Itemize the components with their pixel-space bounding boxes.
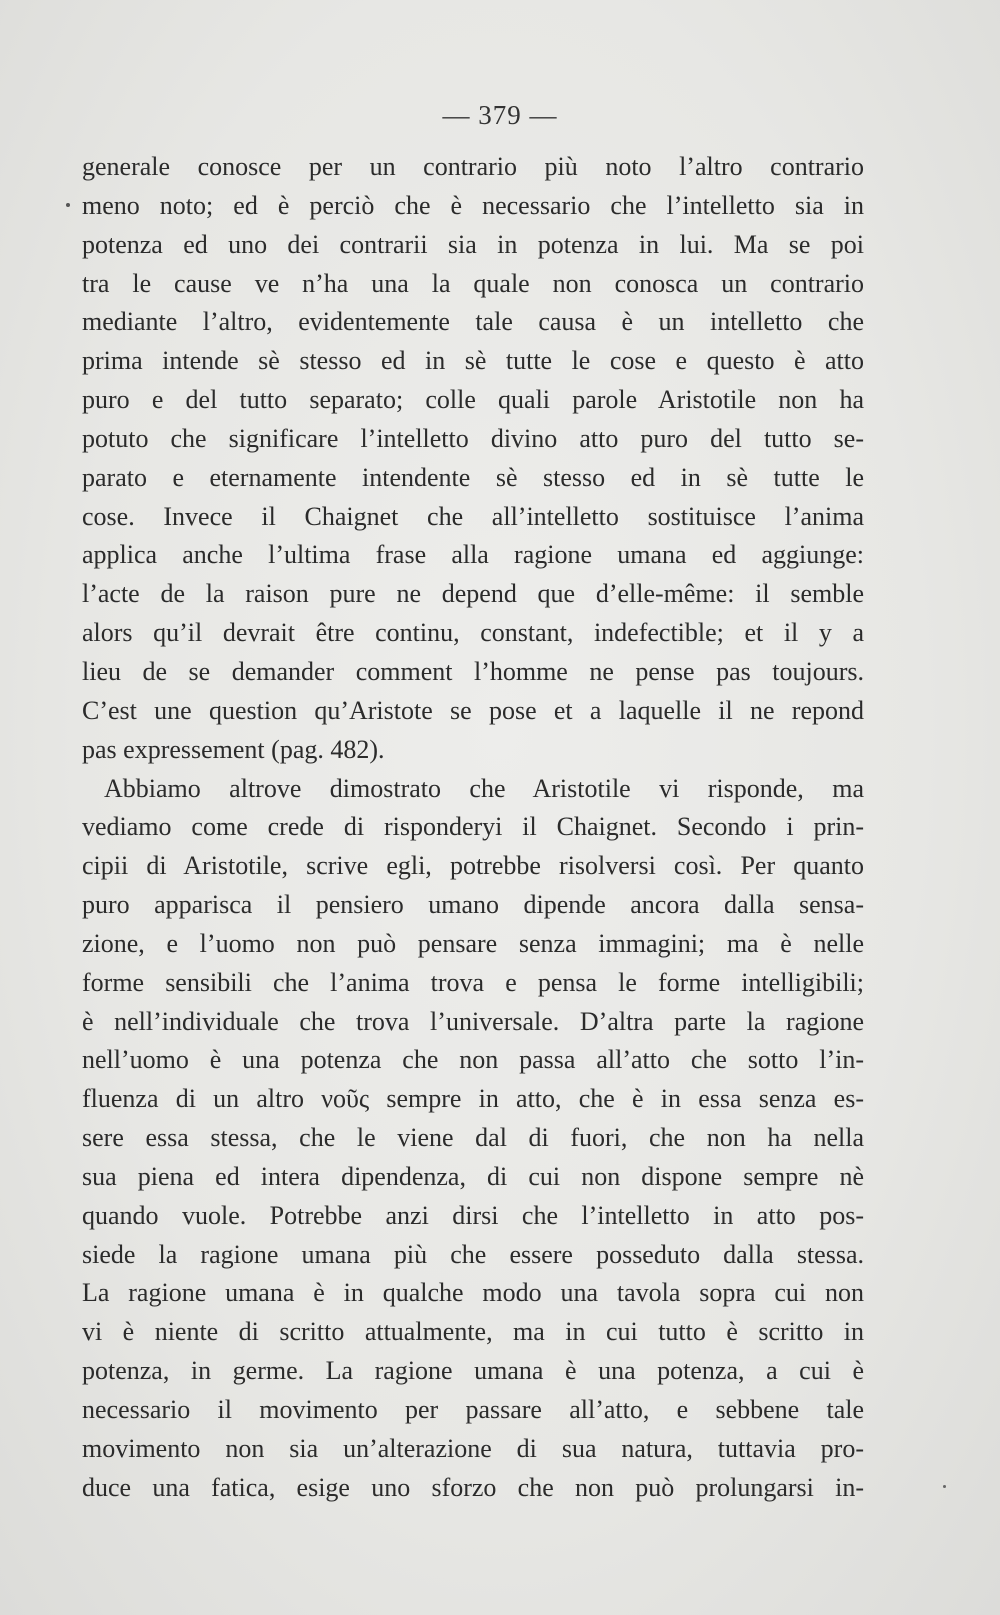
text-line: cose. Invece il Chaignet che all’intelletto sostituisce l’anima <box>82 501 864 531</box>
page-number: — 379 — <box>442 100 558 130</box>
text-line: mediante l’altro, evidentemente tale causa è un intelletto che <box>82 307 864 337</box>
text-line: La ragione umana è in qualche modo una tavola sopra cui non <box>82 1278 864 1308</box>
text-line: nell’uomo è una potenza che non passa all’atto che sotto l’in- <box>82 1045 864 1075</box>
text-line: l’acte de la raison pure ne depend que d’elle-même: il semble <box>82 579 864 609</box>
text-line: fluenza di un altro νοῦς sempre in atto, che è in essa senza es- <box>82 1084 864 1114</box>
text-line: lieu de se demander comment l’homme ne pense pas toujours. <box>82 656 864 686</box>
text-line: sere essa stessa, che le viene dal di fuori, che non ha nella <box>82 1123 864 1153</box>
text-line: prima intende sè stesso ed in sè tutte le cose e questo è atto <box>82 346 864 376</box>
text-line: puro apparisca il pensiero umano dipende ancora dalla sensa- <box>82 890 864 920</box>
margin-mark <box>66 203 70 207</box>
text-line: vi è niente di scritto attualmente, ma in cui tutto è scritto in <box>82 1317 864 1347</box>
text-line: meno noto; ed è perciò che è necessario che l’intelletto sia in <box>82 190 864 220</box>
text-line: C’est une question qu’Aristote se pose et a laquelle il ne repond <box>82 695 864 725</box>
text-line: alors qu’il devrait être continu, constant, indefectible; et il y a <box>82 618 864 648</box>
text-line: pas expressement (pag. 482). <box>82 734 385 764</box>
text-line: zione, e l’uomo non può pensare senza immagini; ma è nelle <box>82 928 864 958</box>
text-line: potenza ed uno dei contrarii sia in potenza in lui. Ma se poi <box>82 229 864 259</box>
text-line: quando vuole. Potrebbe anzi dirsi che l’intelletto in atto pos- <box>82 1200 864 1230</box>
text-line: parato e eternamente intendente sè stesso ed in sè tutte le <box>82 462 864 492</box>
text-line: potuto che significare l’intelletto divino atto puro del tutto se- <box>82 423 864 453</box>
text-line: è nell’individuale che trova l’universale. D’altra parte la ragione <box>82 1006 864 1036</box>
text-line: necessario il movimento per passare all’atto, e sebbene tale <box>82 1395 864 1424</box>
text-line: vediamo come crede di risponderyi il Chaignet. Secondo i prin- <box>82 812 864 842</box>
text-line: duce una fatica, esige uno sforzo che non può prolungarsi in- <box>82 1472 864 1502</box>
text-line: generale conosce per un contrario più noto l’altro contrario <box>82 152 864 181</box>
text-line: applica anche l’ultima frase alla ragione umana ed aggiunge: <box>82 540 864 570</box>
text-line: cipii di Aristotile, scrive egli, potrebbe risolversi così. Per quanto <box>82 851 864 881</box>
text-line: movimento non sia un’alterazione di sua natura, tuttavia pro- <box>82 1433 864 1463</box>
print-speck <box>943 1485 946 1488</box>
text-body <box>82 148 864 1508</box>
text-line: siede la ragione umana più che essere posseduto dalla stessa. <box>82 1239 864 1269</box>
text-line: forme sensibili che l’anima trova e pensa le forme intelligibili; <box>82 967 864 997</box>
text-line: Abbiamo altrove dimostrato che Aristotile vi risponde, ma <box>104 773 864 803</box>
text-line: tra le cause ve n’ha una la quale non conosca un contrario <box>82 268 864 298</box>
text-line: puro e del tutto separato; colle quali parole Aristotile non ha <box>82 385 864 415</box>
text-line: sua piena ed intera dipendenza, di cui non dispone sempre nè <box>82 1161 864 1191</box>
text-line: potenza, in germe. La ragione umana è una potenza, a cui è <box>82 1356 864 1386</box>
